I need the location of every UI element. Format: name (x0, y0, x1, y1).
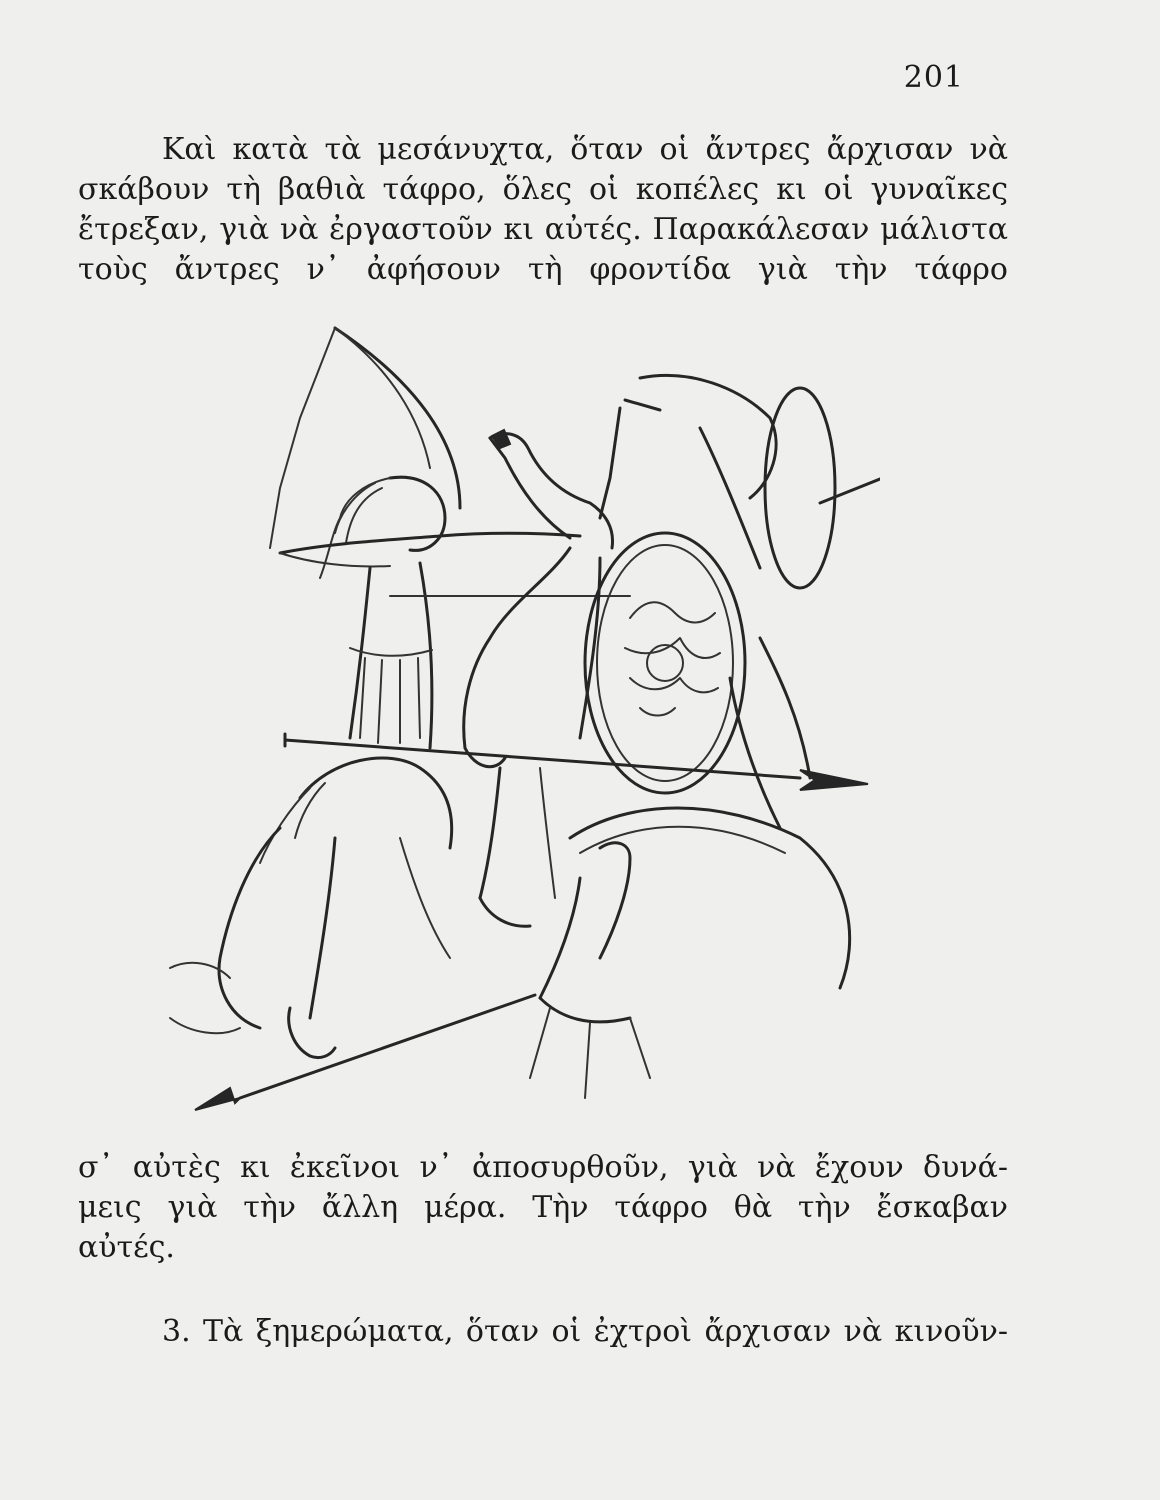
text-line: σ᾽ αὐτὲς κι ἐκεῖνοι ν᾽ ἀποσυρθοῦν, γιὰ νὰ ἔχουν δυνά- (78, 1150, 1008, 1185)
text-line: Καὶ κατὰ τὰ μεσάνυχτα, ὅταν οἱ ἄντρες ἄρχισαν νὰ (162, 132, 1008, 167)
text-line: μεις γιὰ τὴν ἄλλη μέρα. Τὴν τάφρο θὰ τὴν ἔσκαβαν (78, 1190, 1008, 1225)
text-line: τοὺς ἄντρες ν᾽ ἀφήσουν τὴ φροντίδα γιὰ τὴν τάφρο (78, 252, 1008, 287)
text-line: αὐτές. (78, 1230, 175, 1265)
text-line: 3. Τὰ ξημερώματα, ὅταν οἱ ἐχτροὶ ἄρχισαν νὰ κινοῦν- (162, 1314, 1008, 1349)
battle-illustration (160, 318, 880, 1118)
page-number: 201 (903, 60, 964, 95)
text-line: ἔτρεξαν, γιὰ νὰ ἐργαστοῦν κι αὐτές. Παρακάλεσαν μάλιστα (78, 212, 1008, 247)
line-drawing-warriors-battle-icon (160, 318, 880, 1118)
paragraph-top (78, 130, 1008, 290)
paragraph-section-three (78, 1312, 1008, 1352)
text-line: σκάβουν τὴ βαθιὰ τάφρο, ὅλες οἱ κοπέλες κι οἱ γυναῖκες (78, 172, 1008, 207)
paragraph-bottom (78, 1148, 1008, 1268)
